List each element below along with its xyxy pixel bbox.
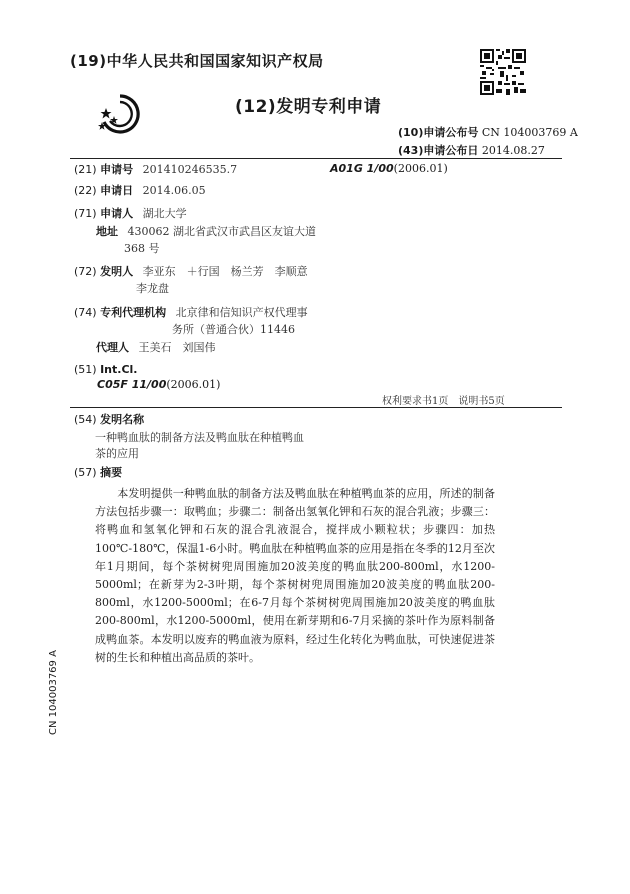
address-label: 地址 [96, 225, 118, 238]
agency-line-2: 务所（普通合伙）11446 [172, 323, 295, 336]
app-no-code: (21) [74, 163, 97, 176]
title-label: 发明名称 [100, 413, 145, 426]
app-no-label: 申请号 [100, 163, 134, 176]
inventor-code: (72) [74, 265, 97, 278]
publication-date-row [398, 142, 545, 158]
ipc-left-code: C05F 11/00 [97, 378, 167, 391]
page-count-info: 权利要求书1页 说明书5页 [382, 396, 505, 407]
invention-title-line-2 [95, 446, 139, 462]
intcl-code: (51) [74, 363, 97, 376]
ipc-left-version: (2006.01) [166, 378, 221, 391]
invention-title-line-1 [95, 430, 304, 446]
divider-top [70, 158, 562, 159]
address-line-2: 368 号 [124, 242, 160, 255]
title-text-1: 一种鸭血肽的制备方法及鸭血肽在种植鸭血 [95, 431, 304, 444]
application-number-row [74, 162, 237, 178]
side-publication-number: CN 104003769 A [48, 650, 59, 735]
title-code: (54) [74, 413, 97, 426]
address-row-2 [124, 241, 160, 257]
abstract-code: (57) [74, 466, 97, 479]
invention-title-heading [74, 412, 144, 428]
applicant-row [74, 206, 187, 222]
agency-line-1: 北京律和信知识产权代理事 [175, 306, 308, 319]
publication-number: CN 104003769 A [481, 126, 578, 139]
abstract-label: 摘要 [100, 466, 123, 479]
title-text-2: 茶的应用 [95, 447, 139, 460]
inventor-label: 发明人 [100, 265, 134, 278]
inventors-line-2: 李龙盘 [136, 282, 169, 295]
app-date-label: 申请日 [100, 184, 134, 197]
agency-row-2 [172, 322, 295, 338]
publication-number-label: (10)申请公布号 [398, 126, 479, 139]
inventor-row-2 [136, 281, 169, 297]
app-no-value: 201410246535.7 [142, 163, 238, 176]
agent-label: 代理人 [96, 341, 129, 354]
publication-date: 2014.08.27 [481, 144, 545, 157]
divider-bottom [70, 407, 562, 408]
intcl-row [74, 362, 137, 378]
address-line-1: 430062 湖北省武汉市武昌区友谊大道 [127, 225, 316, 238]
document-kind: (12)发明专利申请 [235, 97, 382, 117]
qr-code-icon [480, 49, 526, 95]
abstract-heading [74, 465, 122, 481]
sipo-emblem-icon [98, 92, 142, 136]
application-date-row [74, 183, 206, 199]
applicant-label: 申请人 [100, 207, 134, 220]
applicant-code: (71) [74, 207, 97, 220]
publication-number-row [398, 124, 578, 140]
applicant-value: 湖北大学 [142, 207, 187, 220]
ipc-right-version: (2006.01) [393, 162, 448, 175]
ipc-right [330, 162, 448, 175]
agency-row [74, 305, 308, 321]
office-name: (19)中华人民共和国国家知识产权局 [70, 52, 324, 70]
agency-code: (74) [74, 306, 97, 319]
app-date-code: (22) [74, 184, 97, 197]
ipc-left [97, 378, 220, 391]
publication-date-label: (43)申请公布日 [398, 144, 479, 157]
agents-value: 王美石 刘国伟 [138, 341, 216, 354]
abstract-text: 本发明提供一种鸭血肽的制备方法及鸭血肽在种植鸭血茶的应用，所述的制备方法包括步骤一：取鸭血；步骤二：制备出氢氧化钾和石灰的混合乳液；步骤三：将鸭血和氢氧化钾和石灰的混合乳液混合，搅拌成小颗粒状；步骤四：加热100℃-180℃，保温1-6小时。鸭血肽在种植鸭血茶的应用是指在冬季的12月至次年1月期间，每个茶树树兜周围施加20波美度的鸭血肽200-800ml，水1200-5000ml；在新芽为2-3叶期，每个茶树树兜周围施加20波美度的鸭血肽200-800ml，水1200-5000ml；在6-7月每个茶树树兜周围施加20波美度的鸭血肽200-800ml，水1200-5000ml，使用在新芽期和6-7月采摘的茶叶作为原料制备成鸭血茶。本发明以废弃的鸭血液为原料，经过生化转化为鸭血肽，可快速促进茶树的生长和种植出高品质的茶叶。 [95, 487, 495, 664]
agency-label: 专利代理机构 [100, 306, 167, 319]
app-date-value: 2014.06.05 [142, 184, 206, 197]
inventor-row [74, 264, 308, 280]
inventors-line-1: 李亚东 ＋行国 杨兰芳 李顺意 [142, 265, 308, 278]
address-row [96, 224, 316, 240]
agent-row [96, 340, 216, 356]
intcl-label: Int.Cl. [100, 363, 138, 376]
ipc-right-code: A01G 1/00 [330, 162, 394, 175]
